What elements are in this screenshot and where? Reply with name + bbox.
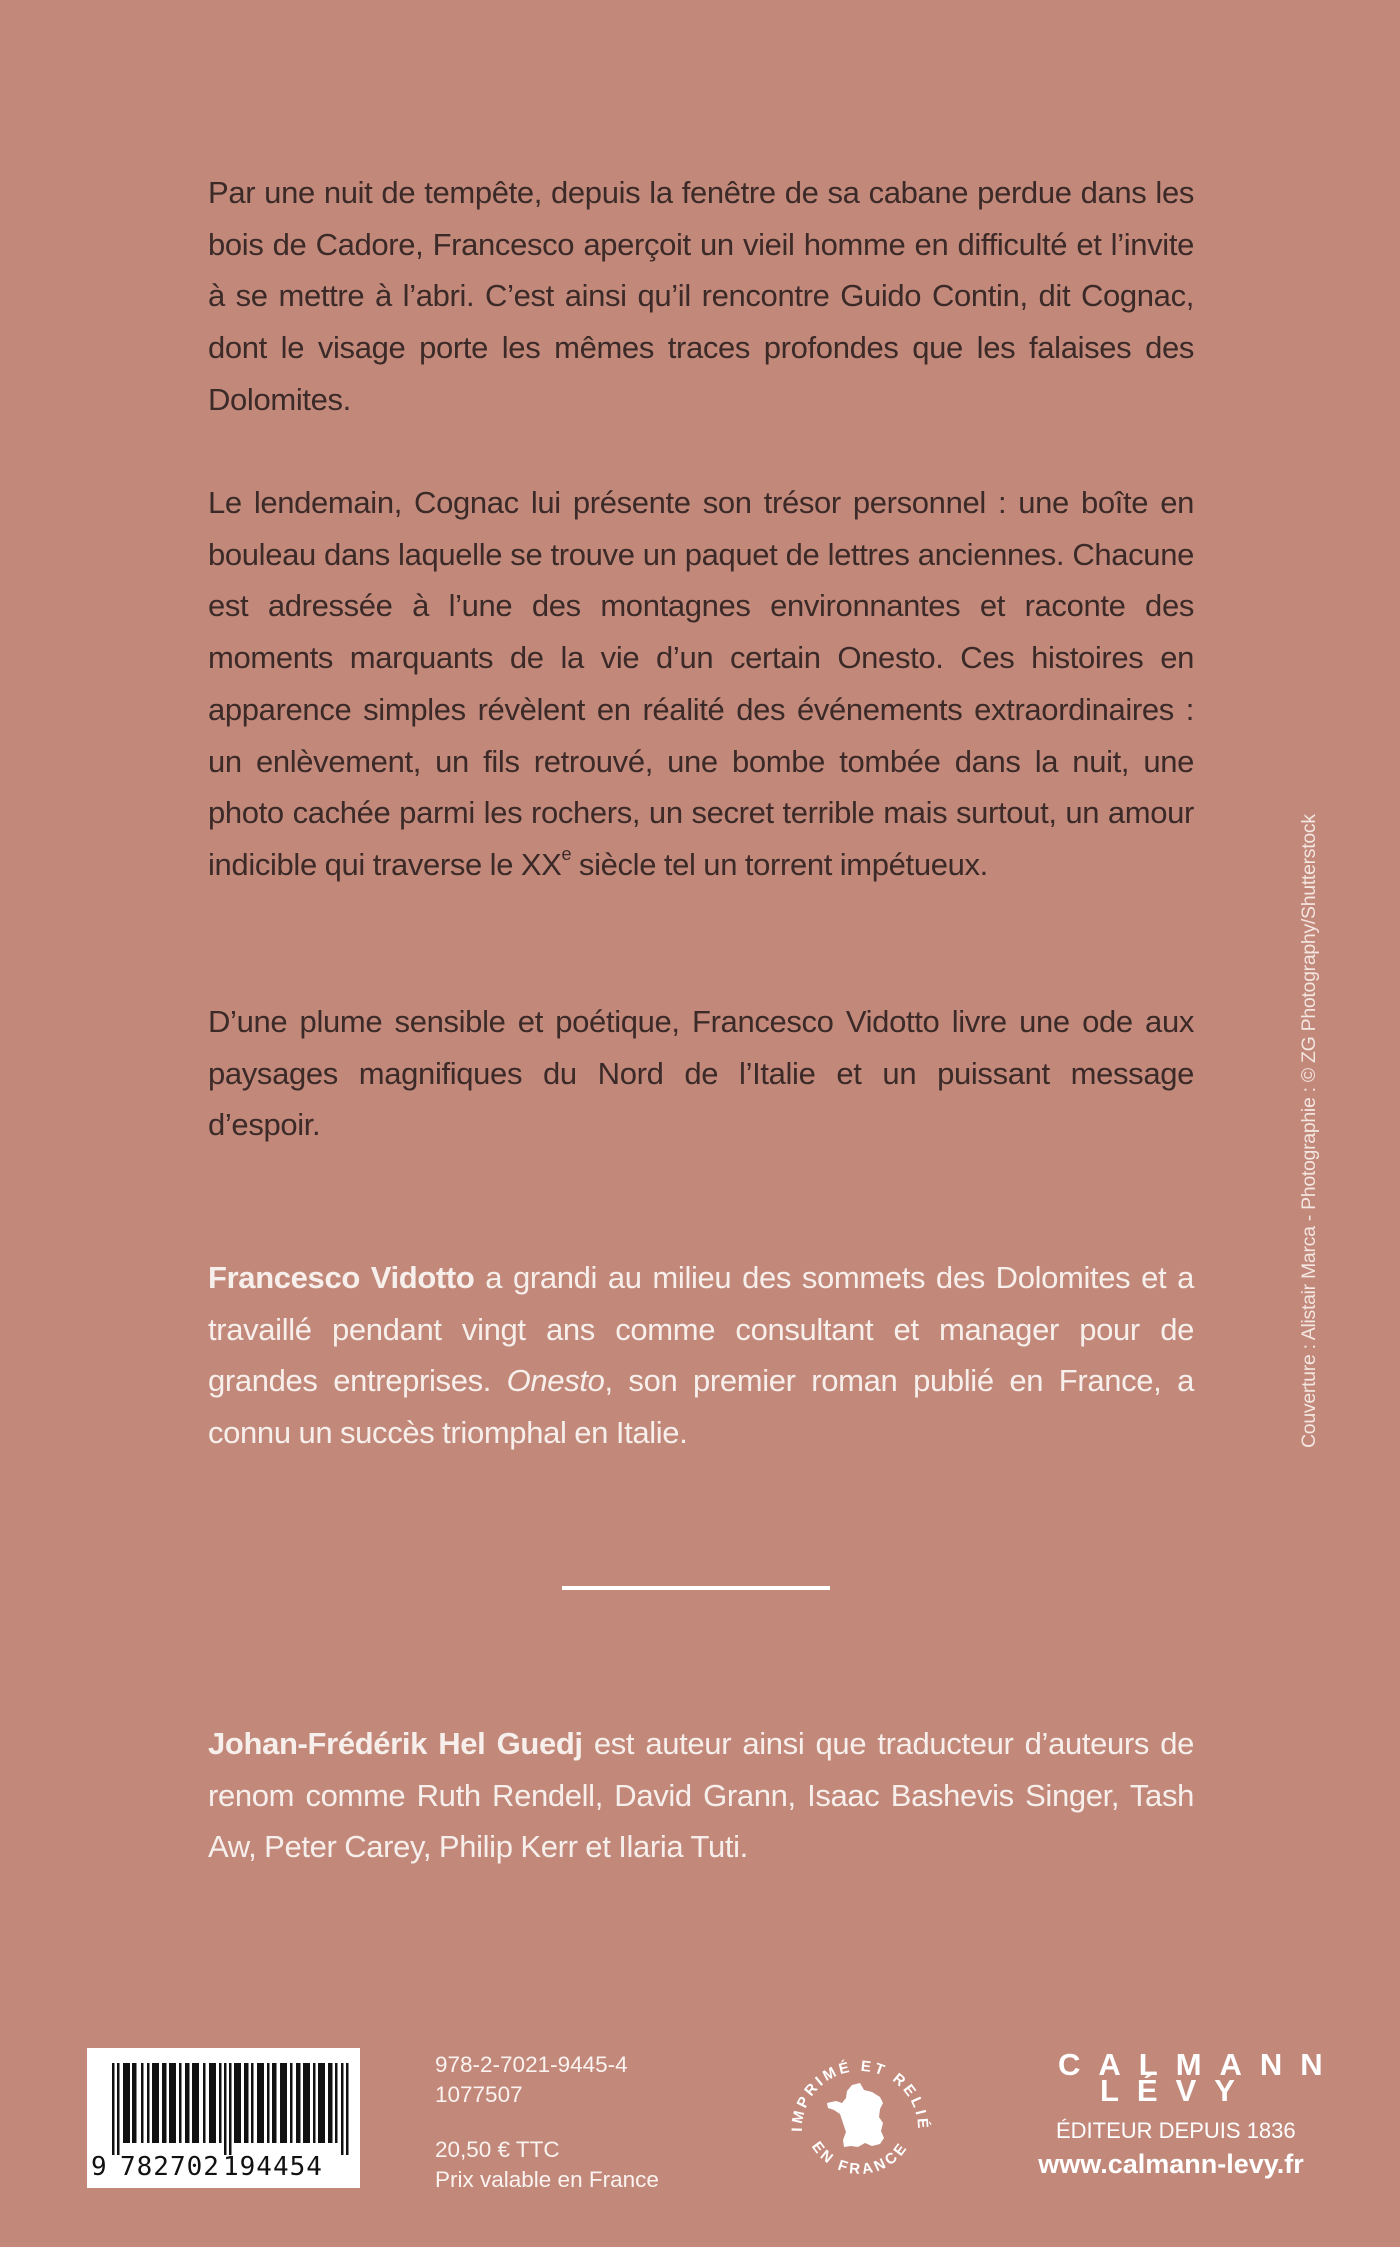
product-code: 1077507 [435,2082,523,2107]
superscript-e: e [561,843,572,864]
translator-bio-text: est auteur ainsi que traducteur d’auteurs de renom comme Ruth Rendell, David Grann, Isaac Bashevis Singer, Tash Aw, Peter Carey, Philip Kerr et Ilaria Tuti. [208,1726,1194,1865]
summary-paragraph-2-text: Le lendemain, Cognac lui présente son trésor personnel : une boîte en bouleau dans laquelle se trouve un paquet de lettres anciennes. Chacune est adressée à l’une des montagnes environnantes et raconte des moments marquants de la vie d’un certain Onesto. Ces histoires en apparence simples révèlent en réalité des événements extraordinaires : un enlèvement, un fils retrouvé, une bombe tombée dans la nuit, une photo cachée parmi les rochers, un secret terrible mais surtout, un amour indicible qui traverse le XX [208,485,1194,882]
book-title: Onesto [506,1363,605,1399]
printed-in-france-badge [780,2043,940,2203]
author-bio-text-end: , son premier roman publié en France, a connu un succès triomphal en Italie. [208,1363,1194,1451]
publisher-logo-line-1: CALMANN [1058,2047,1341,2082]
france-map-icon [827,2083,884,2147]
barcode [87,2048,360,2188]
price: 20,50 € TTC [435,2137,560,2162]
barcode-digits-left: 782702 [120,2152,220,2182]
translator-bio [208,1718,1194,1873]
price-note: Prix valable en France [435,2167,659,2192]
badge-bottom-text: EN FRANCE [808,2138,912,2179]
badge-top-text: IMPRIMÉ ET RELIÉ [788,2057,932,2132]
publisher-website-link[interactable]: www.calmann-levy.fr [1038,2149,1304,2179]
publisher-tagline: ÉDITEUR DEPUIS 1836 [1056,2118,1296,2143]
barcode-digit-first: 9 [91,2152,108,2182]
barcode-bars-icon [112,2063,352,2155]
cover-credit: Couverture : Alistair Marca - Photographie : © ZG Photography/Shutterstock [1298,814,1320,1448]
author-bio-text: a grandi au milieu des sommets des Dolomites et a travaillé pendant vingt ans comme consultant et manager pour de grandes entreprises. [208,1260,1194,1399]
summary-paragraph-3: D’une plume sensible et poétique, Francesco Vidotto livre une ode aux paysages magnifiques du Nord de l’Italie et un puissant message d’espoir. [208,1004,1194,1143]
publisher-logo-line-2: LÉVY [1100,2073,1253,2108]
summary-paragraph-2-end: siècle tel un torrent impétueux. [571,846,988,882]
summary-paragraph-1: Par une nuit de tempête, depuis la fenêtre de sa cabane perdue dans les bois de Cadore, Francesco aperçoit un vieil homme en difficulté et l’invite à se mettre à l’abri. C’est ainsi qu’il rencontre Guido Contin, dit Cognac, dont le visage porte les mêmes traces profondes que les falaises des Dolomites. [208,175,1194,417]
translator-name: Johan-Frédérik Hel Guedj [208,1726,583,1761]
isbn-number: 978-2-7021-9445-4 [435,2052,628,2077]
summary-paragraph-2 [208,477,1194,891]
author-name: Francesco Vidotto [208,1260,475,1295]
barcode-digits-right: 194454 [223,2152,323,2182]
section-divider [562,1586,830,1590]
author-bio [208,1252,1194,1459]
